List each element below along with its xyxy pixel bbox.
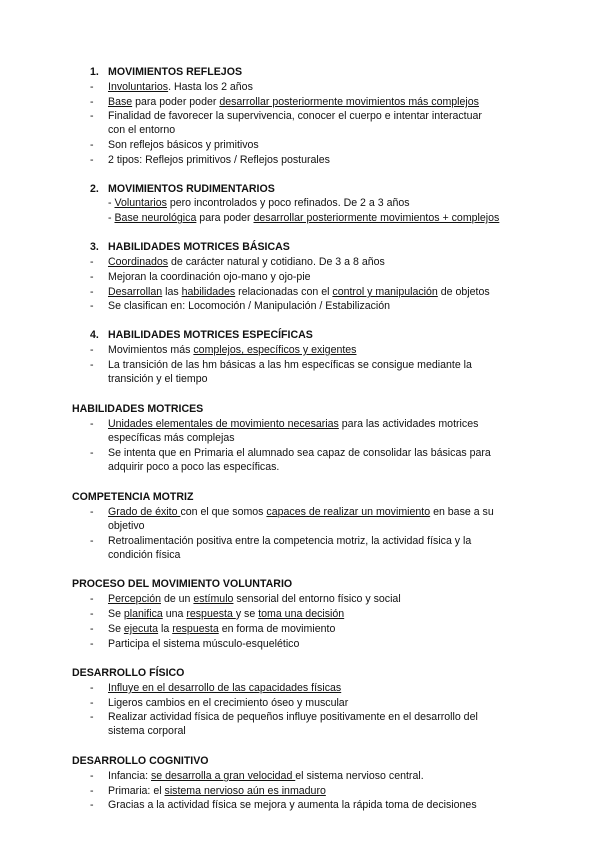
list-item: Se intenta que en Primaria el alumnado sea capaz de consolidar las básicas para: [108, 447, 491, 459]
section-4-heading: 4. HABILIDADES MOTRICES ESPECÍFICAS: [90, 329, 313, 341]
bullet-dash: -: [90, 96, 94, 108]
section-heading-proceso-movimiento: PROCESO DEL MOVIMIENTO VOLUNTARIO: [72, 578, 293, 590]
list-item: Base para poder poder desarrollar posteriormente movimientos más complejos: [108, 96, 479, 108]
list-item: Realizar actividad física de pequeños influye positivamente en el desarrollo del: [108, 711, 478, 723]
bullet-dash: -: [90, 638, 94, 650]
list-item: Involuntarios. Hasta los 2 años: [108, 81, 253, 93]
list-item-continuation: transición y el tiempo: [108, 373, 208, 385]
bullet-dash: -: [90, 785, 94, 797]
bullet-dash: -: [90, 447, 94, 459]
bullet-dash: -: [90, 506, 94, 518]
section-1-heading: 1. MOVIMIENTOS REFLEJOS: [90, 66, 243, 78]
list-item: - Base neurológica para poder desarrollar posteriormente movimientos + complejos: [108, 212, 500, 224]
bullet-dash: -: [90, 139, 94, 151]
bullet-dash: -: [90, 256, 94, 268]
bullet-dash: -: [90, 271, 94, 283]
list-item: Percepción de un estímulo sensorial del entorno físico y social: [108, 593, 401, 605]
list-item: Mejoran la coordinación ojo-mano y ojo-pie: [108, 271, 311, 283]
bullet-dash: -: [90, 110, 94, 122]
list-item: Participa el sistema músculo-esquelético: [108, 638, 300, 650]
bullet-dash: -: [90, 799, 94, 811]
list-item: Movimientos más complejos, específicos y exigentes: [108, 344, 357, 356]
list-item: Retroalimentación positiva entre la competencia motriz, la actividad física y la: [108, 535, 472, 547]
list-item: Influye en el desarrollo de las capacidades físicas: [108, 682, 342, 694]
bullet-dash: -: [90, 711, 94, 723]
list-item: Grado de éxito con el que somos capaces de realizar un movimiento en base a su: [108, 506, 494, 518]
bullet-dash: -: [90, 535, 94, 547]
list-item-continuation: específicas más complejas: [108, 432, 235, 444]
list-item: Finalidad de favorecer la supervivencia, conocer el cuerpo e intentar interactuar: [108, 110, 482, 122]
list-item: - Voluntarios pero incontrolados y poco refinados. De 2 a 3 años: [108, 197, 410, 209]
list-item: Se clasifican en: Locomoción / Manipulación / Estabilización: [108, 300, 391, 312]
bullet-dash: -: [90, 359, 94, 371]
list-item: Unidades elementales de movimiento necesarias para las actividades motrices: [108, 418, 479, 430]
bullet-dash: -: [90, 593, 94, 605]
bullet-dash: -: [90, 81, 94, 93]
section-2-heading: 2. MOVIMIENTOS RUDIMENTARIOS: [90, 183, 275, 195]
list-item: Se planifica una respuesta y se toma una decisión: [108, 608, 345, 620]
bullet-dash: -: [90, 286, 94, 298]
bullet-dash: -: [90, 623, 94, 635]
list-item: Infancia: se desarrolla a gran velocidad el sistema nervioso central.: [108, 770, 424, 782]
list-item-continuation: objetivo: [108, 520, 145, 532]
list-item: 2 tipos: Reflejos primitivos / Reflejos posturales: [108, 154, 330, 166]
bullet-dash: -: [90, 154, 94, 166]
section-heading-desarrollo-cognitivo: DESARROLLO COGNITIVO: [72, 755, 209, 767]
bullet-dash: -: [90, 418, 94, 430]
bullet-dash: -: [90, 344, 94, 356]
section-3-heading: 3. HABILIDADES MOTRICES BÁSICAS: [90, 241, 290, 253]
list-item: Ligeros cambios en el crecimiento óseo y muscular: [108, 697, 349, 709]
list-item-continuation: condición física: [108, 549, 181, 561]
section-heading-habilidades-motrices: HABILIDADES MOTRICES: [72, 403, 204, 415]
list-item: Son reflejos básicos y primitivos: [108, 139, 259, 151]
list-item: Primaria: el sistema nervioso aún es inmaduro: [108, 785, 326, 797]
list-item-continuation: adquirir poco a poco las específicas.: [108, 461, 280, 473]
section-heading-competencia-motriz: COMPETENCIA MOTRIZ: [72, 491, 194, 503]
bullet-dash: -: [90, 608, 94, 620]
section-heading-desarrollo-fisico: DESARROLLO FÍSICO: [72, 667, 185, 679]
list-item-continuation: con el entorno: [108, 124, 176, 136]
list-item: Coordinados de carácter natural y cotidiano. De 3 a 8 años: [108, 256, 385, 268]
list-item-continuation: sistema corporal: [108, 725, 186, 737]
bullet-dash: -: [90, 300, 94, 312]
list-item: Se ejecuta la respuesta en forma de movimiento: [108, 623, 336, 635]
bullet-dash: -: [90, 770, 94, 782]
bullet-dash: -: [90, 697, 94, 709]
bullet-dash: -: [90, 682, 94, 694]
list-item: Desarrollan las habilidades relacionadas con el control y manipulación de objetos: [108, 286, 490, 298]
list-item: Gracias a la actividad física se mejora y aumenta la rápida toma de decisiones: [108, 799, 477, 811]
list-item: La transición de las hm básicas a las hm específicas se consigue mediante la: [108, 359, 472, 371]
